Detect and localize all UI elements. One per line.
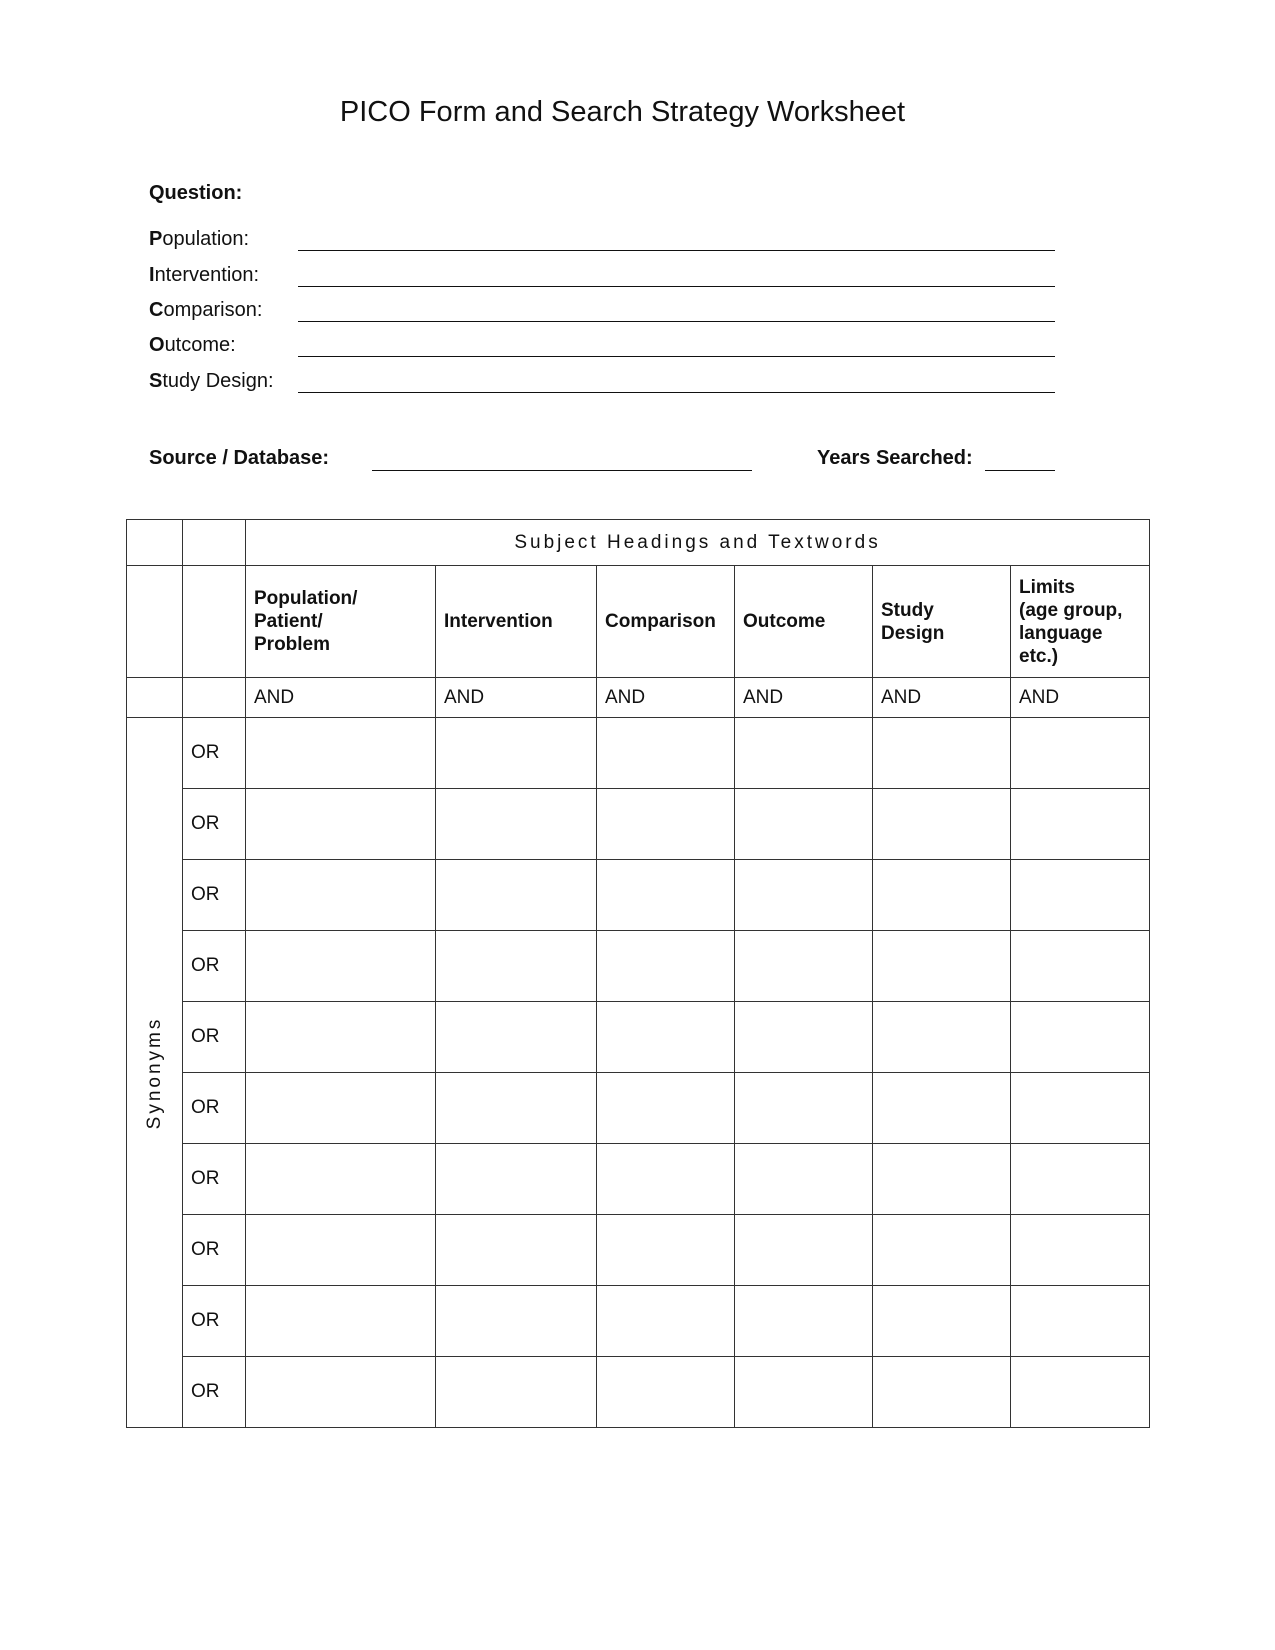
subject-headings-header: Subject Headings and Textwords [246,520,1150,566]
synonym-row [127,1286,1150,1357]
entry-cell[interactable] [246,860,436,931]
entry-cell[interactable] [735,1357,873,1428]
entry-cell[interactable] [1011,1215,1150,1286]
or-operator-cell: OR [183,1286,246,1357]
synonym-row [127,718,1150,789]
entry-cell[interactable] [436,718,597,789]
and-operator-cell: AND [873,678,1011,718]
entry-cell[interactable] [436,1215,597,1286]
pico-label-rest: utcome: [164,334,236,356]
entry-cell[interactable] [1011,1144,1150,1215]
corner-cell [183,678,246,718]
and-operator-cell: AND [735,678,873,718]
pico-label-rest: tudy Design: [162,370,274,392]
entry-cell[interactable] [1011,1073,1150,1144]
pico-label-rest: ntervention: [154,264,260,286]
entry-cell[interactable] [246,718,436,789]
synonyms-label: Synonyms [143,1016,165,1129]
entry-cell[interactable] [436,1286,597,1357]
entry-cell[interactable] [735,860,873,931]
search-strategy-table [126,519,1150,1428]
or-operator-cell: OR [183,1357,246,1428]
entry-cell[interactable] [873,718,1011,789]
entry-cell[interactable] [436,1144,597,1215]
entry-cell[interactable] [246,1215,436,1286]
synonym-row [127,1002,1150,1073]
pico-label-rest: opulation: [162,228,250,250]
study-design-column-header: Study Design [873,566,1011,678]
entry-cell[interactable] [597,860,735,931]
pico-initial: S [149,370,163,392]
synonym-row [127,931,1150,1002]
entry-cell[interactable] [246,789,436,860]
and-operator-cell: AND [246,678,436,718]
entry-cell[interactable] [873,1073,1011,1144]
entry-cell[interactable] [873,1286,1011,1357]
entry-cell[interactable] [735,1215,873,1286]
pico-initial: C [149,299,164,321]
corner-cell [127,566,183,678]
entry-cell[interactable] [1011,931,1150,1002]
limits-column-header: Limits (age group, language etc.) [1011,566,1150,678]
or-operator-cell: OR [183,1073,246,1144]
entry-cell[interactable] [735,1002,873,1073]
entry-cell[interactable] [246,1073,436,1144]
synonyms-cell [127,718,183,1428]
entry-cell[interactable] [735,1286,873,1357]
entry-cell[interactable] [597,1073,735,1144]
and-operator-cell: AND [597,678,735,718]
years-searched-line[interactable] [985,470,1055,471]
entry-cell[interactable] [246,931,436,1002]
entry-cell[interactable] [246,1002,436,1073]
entry-cell[interactable] [597,1215,735,1286]
synonym-row [127,860,1150,931]
years-searched-label: Years Searched: [817,447,973,469]
and-operator-cell: AND [1011,678,1150,718]
synonym-row [127,1215,1150,1286]
pico-initial: I [149,264,155,286]
or-operator-cell: OR [183,1215,246,1286]
entry-cell[interactable] [873,1144,1011,1215]
entry-cell[interactable] [436,789,597,860]
comparison-answer-line[interactable] [298,321,1055,322]
entry-cell[interactable] [597,1357,735,1428]
population-answer-line[interactable] [298,250,1055,251]
outcome-answer-line[interactable] [298,356,1055,357]
pico-initial: O [149,334,165,356]
pico-label-rest: omparison: [163,299,263,321]
source-database-label: Source / Database: [149,447,330,469]
entry-cell[interactable] [1011,860,1150,931]
entry-cell[interactable] [597,1286,735,1357]
comparison-column-header: Comparison [597,566,735,678]
entry-cell[interactable] [1011,1286,1150,1357]
entry-cell[interactable] [436,1357,597,1428]
corner-cell [127,678,183,718]
intervention-answer-line[interactable] [298,286,1055,287]
entry-cell[interactable] [246,1144,436,1215]
synonym-row [127,1357,1150,1428]
pico-initial: P [149,228,163,250]
entry-cell[interactable] [873,1215,1011,1286]
synonym-row [127,789,1150,860]
source-database-line[interactable] [372,470,752,471]
entry-cell[interactable] [597,931,735,1002]
or-operator-cell: OR [183,860,246,931]
or-operator-cell: OR [183,718,246,789]
entry-cell[interactable] [1011,1357,1150,1428]
or-operator-cell: OR [183,931,246,1002]
entry-cell[interactable] [597,789,735,860]
or-operator-cell: OR [183,789,246,860]
entry-cell[interactable] [873,789,1011,860]
entry-cell[interactable] [873,860,1011,931]
corner-cell [183,520,246,566]
or-operator-cell: OR [183,1144,246,1215]
entry-cell[interactable] [873,1002,1011,1073]
entry-cell[interactable] [597,1144,735,1215]
synonym-row [127,1073,1150,1144]
entry-cell[interactable] [735,789,873,860]
entry-cell[interactable] [597,1002,735,1073]
corner-cell [127,520,183,566]
population-column-header: Population/ Patient/ Problem [246,566,436,678]
entry-cell[interactable] [246,1286,436,1357]
entry-cell[interactable] [1011,718,1150,789]
entry-cell[interactable] [873,931,1011,1002]
or-operator-cell: OR [183,1002,246,1073]
entry-cell[interactable] [873,1357,1011,1428]
intervention-column-header: Intervention [436,566,597,678]
entry-cell[interactable] [735,1144,873,1215]
study-design-answer-line[interactable] [298,392,1055,393]
entry-cell[interactable] [735,931,873,1002]
synonym-row [127,1144,1150,1215]
question-label: Question: [149,182,243,204]
entry-cell[interactable] [246,1357,436,1428]
corner-cell [183,566,246,678]
entry-cell[interactable] [735,718,873,789]
entry-cell[interactable] [436,860,597,931]
entry-cell[interactable] [436,931,597,1002]
entry-cell[interactable] [597,718,735,789]
entry-cell[interactable] [1011,1002,1150,1073]
entry-cell[interactable] [436,1002,597,1073]
entry-cell[interactable] [436,1073,597,1144]
page-title: PICO Form and Search Strategy Worksheet [339,96,906,128]
entry-cell[interactable] [1011,789,1150,860]
and-operator-cell: AND [436,678,597,718]
entry-cell[interactable] [735,1073,873,1144]
outcome-column-header: Outcome [735,566,873,678]
